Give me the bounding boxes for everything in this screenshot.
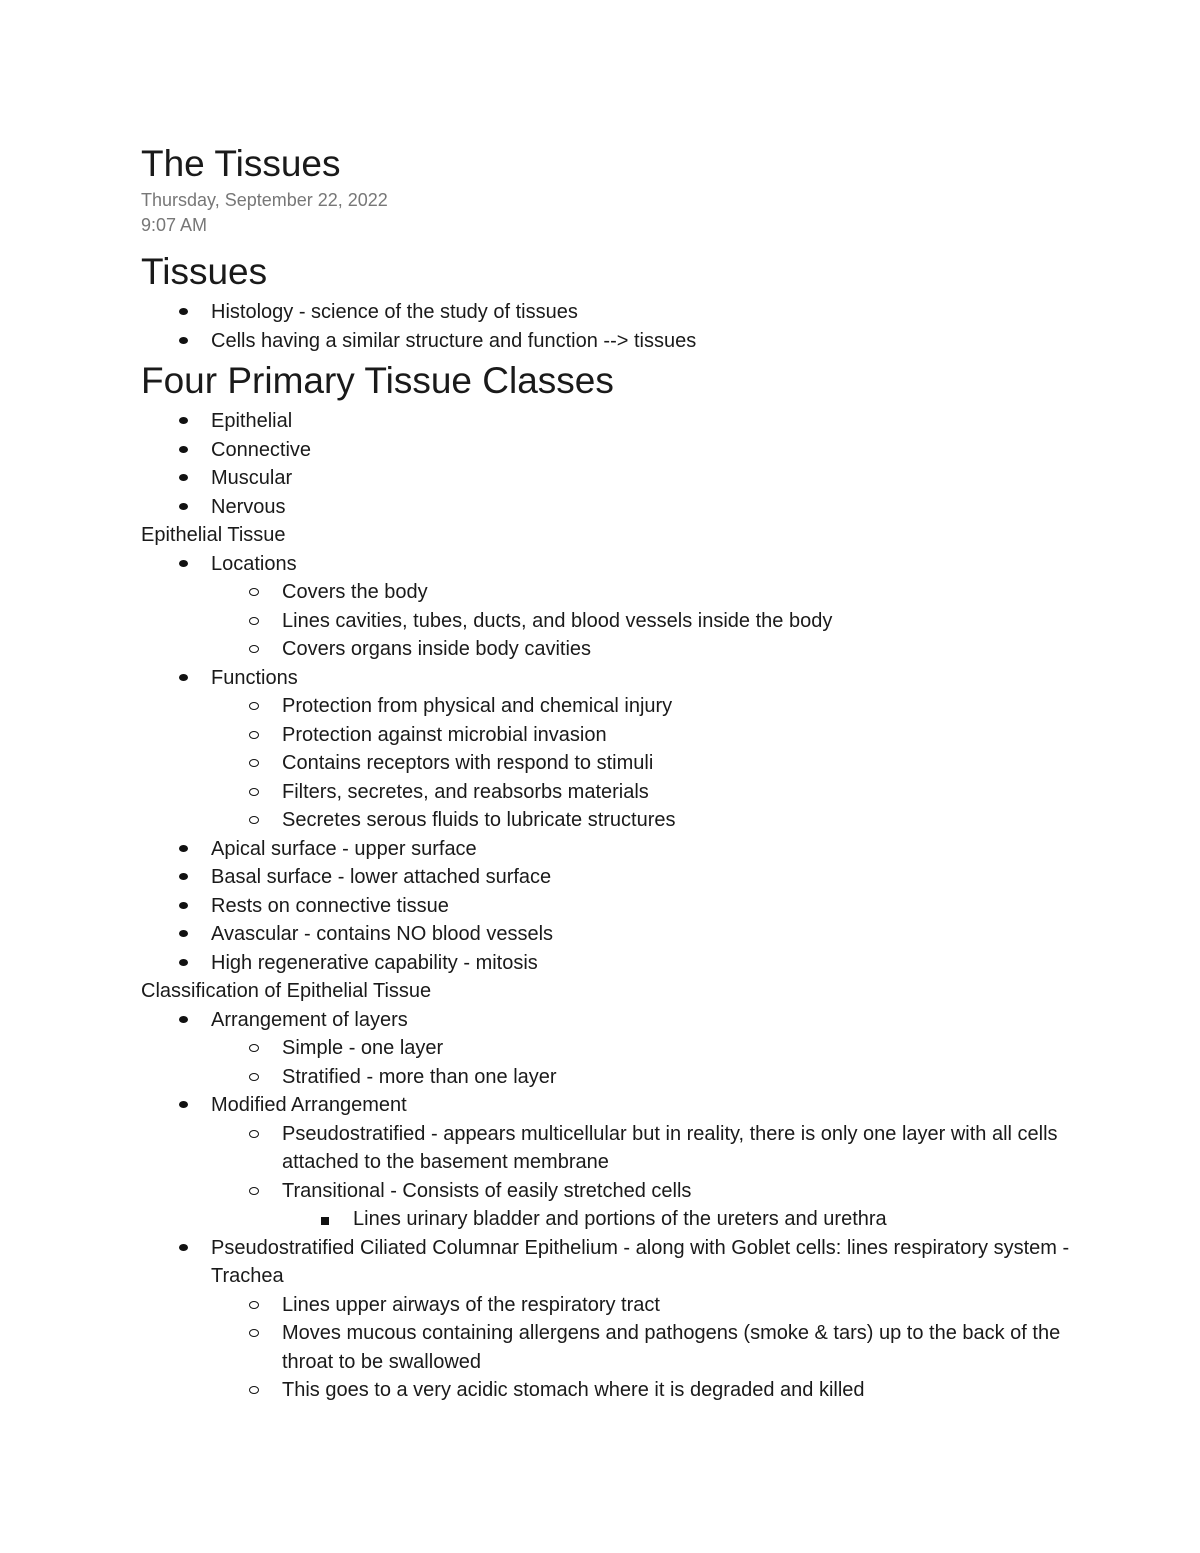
bullet-icon (179, 308, 188, 315)
bullet-icon (179, 902, 188, 909)
list-item: Pseudostratified Ciliated Columnar Epithelium - along with Goblet cells: lines respiratory system - Trachea (141, 1234, 1101, 1291)
list-item: Modified Arrangement (141, 1091, 1101, 1120)
list-item: Cells having a similar structure and function --> tissues (141, 327, 1101, 356)
heading-four-primary-tissue-classes: Four Primary Tissue Classes (141, 360, 614, 401)
list-item: Protection against microbial invasion (141, 721, 1101, 750)
circle-bullet-icon (249, 1130, 259, 1138)
circle-bullet-icon (249, 1329, 259, 1337)
classification-list (141, 1006, 1101, 1405)
list-item: Connective (141, 436, 1101, 465)
list-item: Secretes serous fluids to lubricate structures (141, 806, 1101, 835)
list-item: This goes to a very acidic stomach where it is degraded and killed (141, 1376, 1101, 1405)
list-item: Lines upper airways of the respiratory tract (141, 1291, 1101, 1320)
circle-bullet-icon (249, 702, 259, 710)
bullet-icon (179, 674, 188, 681)
list-item: Stratified - more than one layer (141, 1063, 1101, 1092)
list-item: Simple - one layer (141, 1034, 1101, 1063)
epithelial-list (141, 550, 1101, 978)
circle-bullet-icon (249, 1386, 259, 1394)
circle-bullet-icon (249, 759, 259, 767)
bullet-icon (179, 560, 188, 567)
list-item: Pseudostratified - appears multicellular but in reality, there is only one layer with all cells attached to the basement membrane (141, 1120, 1101, 1177)
list-item: Apical surface - upper surface (141, 835, 1101, 864)
circle-bullet-icon (249, 1187, 259, 1195)
list-item: Epithelial (141, 407, 1101, 436)
list-item: Avascular - contains NO blood vessels (141, 920, 1101, 949)
list-item: Contains receptors with respond to stimuli (141, 749, 1101, 778)
circle-bullet-icon (249, 588, 259, 596)
list-item: Protection from physical and chemical injury (141, 692, 1101, 721)
list-item: Rests on connective tissue (141, 892, 1101, 921)
heading-tissues: Tissues (141, 251, 268, 292)
list-item: Histology - science of the study of tissues (141, 298, 1101, 327)
circle-bullet-icon (249, 645, 259, 653)
list-item: High regenerative capability - mitosis (141, 949, 1101, 978)
list-item: Nervous (141, 493, 1101, 522)
tissues-list (141, 298, 1101, 355)
heading-classification: Classification of Epithelial Tissue (141, 980, 432, 1002)
circle-bullet-icon (249, 1044, 259, 1052)
note-time: 9:07 AM (141, 215, 208, 235)
bullet-icon (179, 474, 188, 481)
list-item: Filters, secretes, and reabsorbs materials (141, 778, 1101, 807)
bullet-icon (179, 959, 188, 966)
bullet-icon (179, 1101, 188, 1108)
list-item: Lines urinary bladder and portions of the ureters and urethra (141, 1205, 1101, 1234)
bullet-icon (179, 337, 188, 344)
heading-epithelial-tissue: Epithelial Tissue (141, 524, 286, 546)
list-item: Basal surface - lower attached surface (141, 863, 1101, 892)
list-item: Functions (141, 664, 1101, 693)
list-item: Locations (141, 550, 1101, 579)
bullet-icon (179, 873, 188, 880)
circle-bullet-icon (249, 788, 259, 796)
list-item: Covers the body (141, 578, 1101, 607)
list-item: Moves mucous containing allergens and pathogens (smoke & tars) up to the back of the throat to be swallowed (141, 1319, 1101, 1376)
bullet-icon (179, 503, 188, 510)
circle-bullet-icon (249, 617, 259, 625)
bullet-icon (179, 1016, 188, 1023)
bullet-icon (179, 845, 188, 852)
circle-bullet-icon (249, 1301, 259, 1309)
circle-bullet-icon (249, 816, 259, 824)
note-page (141, 140, 1101, 1405)
list-item: Lines cavities, tubes, ducts, and blood vessels inside the body (141, 607, 1101, 636)
bullet-icon (179, 446, 188, 453)
bullet-icon (179, 1244, 188, 1251)
circle-bullet-icon (249, 731, 259, 739)
list-item: Covers organs inside body cavities (141, 635, 1101, 664)
bullet-icon (179, 930, 188, 937)
bullet-icon (179, 417, 188, 424)
list-item: Arrangement of layers (141, 1006, 1101, 1035)
circle-bullet-icon (249, 1073, 259, 1081)
square-bullet-icon (321, 1217, 329, 1225)
note-date: Thursday, September 22, 2022 (141, 190, 388, 210)
list-item: Muscular (141, 464, 1101, 493)
page-title: The Tissues (141, 143, 341, 184)
tissue-classes-list (141, 407, 1101, 521)
list-item: Transitional - Consists of easily stretched cells (141, 1177, 1101, 1206)
